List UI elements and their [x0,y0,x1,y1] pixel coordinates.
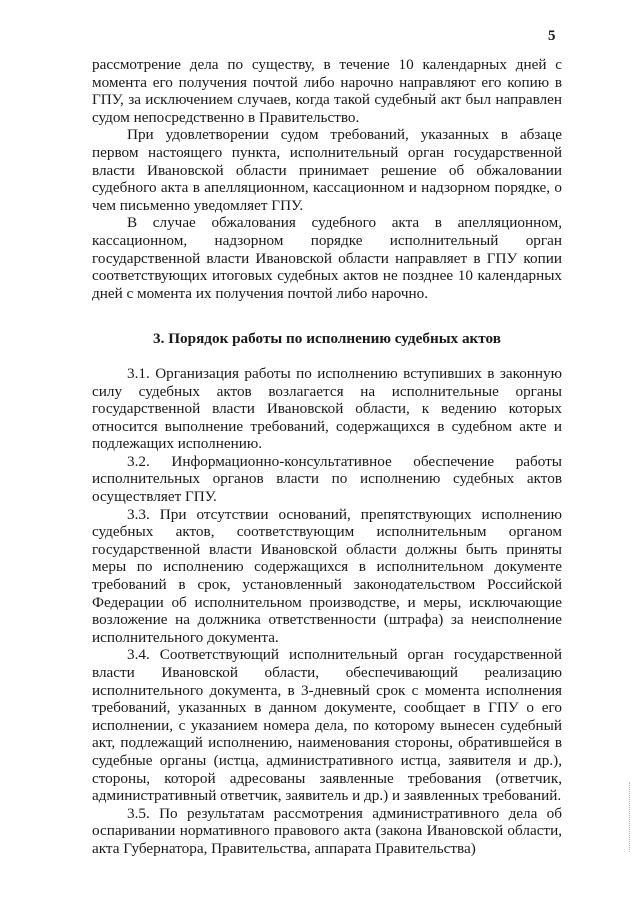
document-body [92,56,562,858]
paragraph-3-2: 3.2. Информационно-консультативное обеспечение работы исполнительных органов власти по исполнению судебных актов осуществляет ГПУ. [92,452,562,506]
paragraph-3-4: 3.4. Соответствующий исполнительный орган государственной власти Ивановской области, обеспечивающий реализацию исполнительного документа, в 3-дневный срок с момента исполнения требований, указанных в данном документе, сообщает в ГПУ о его исполнении, с указанием номера дела, по которому вынесен судебный акт, подлежащий исполнению, наименования стороны, обратившейся в судебные органы (истца, административного истца, заявителя и др.), стороны, которой адресованы заявленные требования (ответчик, административный ответчик, заявитель и др.) и заявленных требований. [92,646,562,805]
paragraph-3-3: 3.3. При отсутствии оснований, препятствующих исполнению судебных актов, соответствующим исполнительным органом государственной власти Ивановской области должны быть приняты меры по исполнению содержащихся в исполнительном документе требований в срок, установленный законодательством Российской Федерации об исполнительном производстве, и меры, исключающие возложение на должника ответственности (штрафа) за неисполнение исполнительного документа. [92,505,562,646]
scan-artifact [629,782,632,852]
paragraph-continuation: рассмотрение дела по существу, в течение 10 календарных дней с момента его получения почтой либо нарочно направляют его копию в ГПУ, за исключением случаев, когда такой судебный акт был направлен судом непосредственно в Правительство. [92,56,562,126]
paragraph-appeal-decision: При удовлетворении судом требований, указанных в абзаце первом настоящего пункта, исполнительный орган государственной власти Ивановской области принимает решение об обжаловании судебного акта в апелляционном, кассационном и надзорном порядке, о чем письменно уведомляет ГПУ. [92,126,562,214]
page-number: 5 [548,28,556,44]
paragraph-appeal-copies: В случае обжалования судебного акта в апелляционном, кассационном, надзорном порядке исполнительный орган государственной власти Ивановской области направляет в ГПУ копии соответствующих итоговых судебных актов не позднее 10 календарных дней с момента их получения почтой либо нарочно. [92,214,562,302]
paragraph-3-1: 3.1. Организация работы по исполнению вступивших в законную силу судебных актов возлагается на исполнительные органы государственной власти Ивановской области, к ведению которых относится выполнение требований, содержащихся в судебном акте и подлежащих исполнению. [92,364,562,453]
paragraph-3-5: 3.5. По результатам рассмотрения административного дела об оспаривании нормативного правового акта (закона Ивановской области, акта Губернатора, Правительства, аппарата Правительства) [92,804,562,857]
section-heading: 3. Порядок работы по исполнению судебных актов [153,330,501,348]
